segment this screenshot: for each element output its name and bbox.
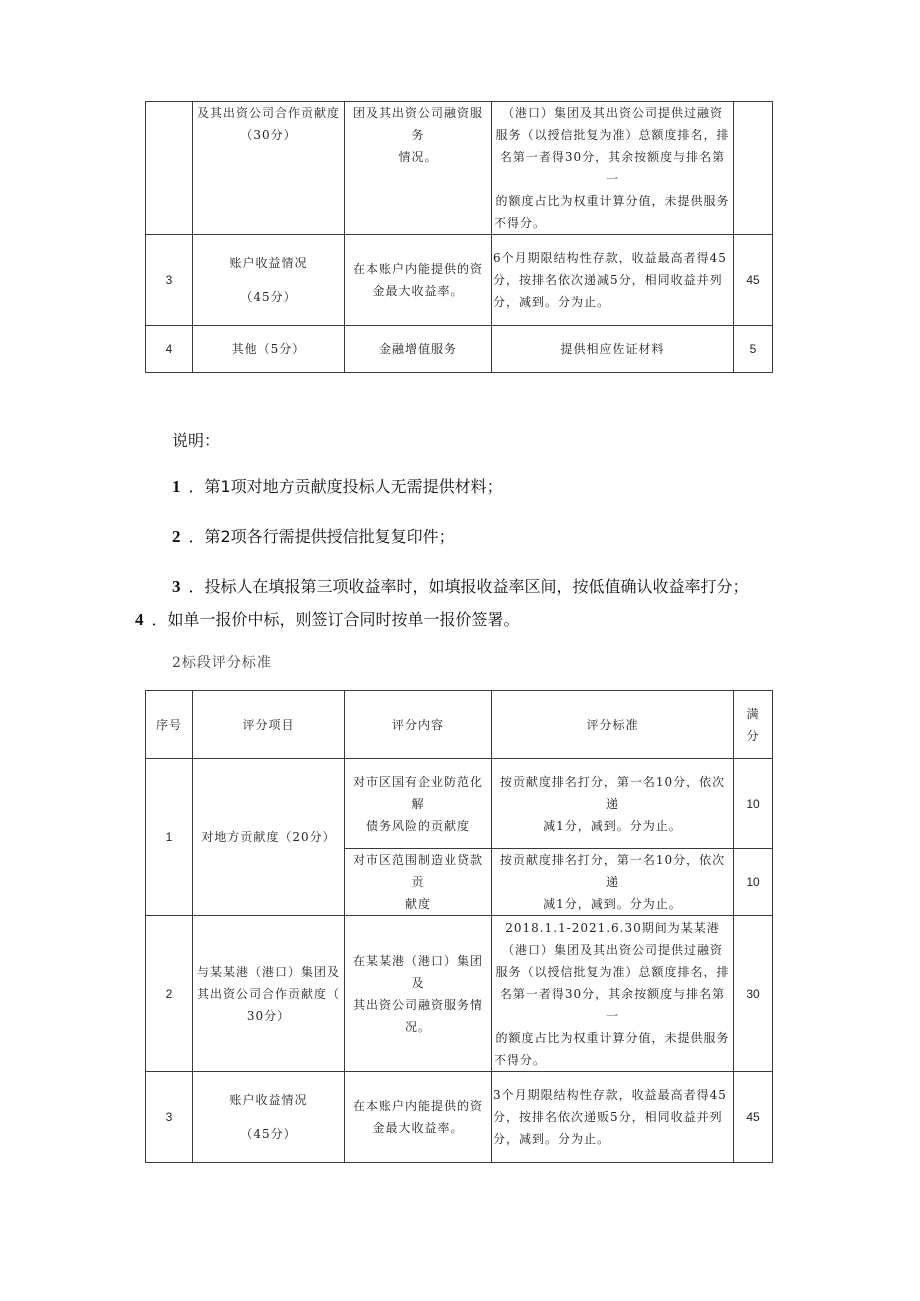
scoring-item: 与某某港（港口）集团及 其出资公司合作贡献度（ 30分） bbox=[193, 916, 345, 1072]
table-row bbox=[146, 916, 773, 1072]
row-number: 3 bbox=[146, 1072, 193, 1163]
scoring-content: 团及其出资公司融资服务 情况。 bbox=[345, 102, 492, 235]
row-number: 2 bbox=[146, 916, 193, 1072]
row-number: 4 bbox=[146, 326, 193, 373]
header-no: 序号 bbox=[146, 691, 193, 759]
note-item: 1 ．第1项对地方贡献度投标人无需提供材料； bbox=[172, 477, 503, 496]
scoring-standard: 按贡献度排名打分，第一名10分，依次递 减1分，减到。分为止。 bbox=[492, 849, 734, 916]
table-row bbox=[146, 326, 773, 373]
scoring-content: 金融增值服务 bbox=[345, 326, 492, 373]
header-standard: 评分标准 bbox=[492, 691, 734, 759]
scoring-content: 对市区范围制造业贷款贡 献度 bbox=[345, 849, 492, 916]
scoring-standard: 按贡献度排名打分，第一名10分，依次递 减1分，减到。分为止。 bbox=[492, 759, 734, 849]
scoring-standard: 2018.1.1-2021.6.30期间为某某港 （港口）集团及其出资公司提供过融资 服务（以授信批复为准）总额度排名，排 名第一者得30分，其余按额度与排名第一 的额度占比为权重计算分值，未提供服务 不得分。 bbox=[492, 916, 734, 1072]
scoring-content: 在本账户内能提供的资 金最大收益率。 bbox=[345, 235, 492, 326]
score: 10 bbox=[734, 759, 773, 849]
row-number bbox=[146, 102, 193, 235]
header-score: 满 分 bbox=[734, 691, 773, 759]
note-item: 2 ．第2项各行需提供授信批复复印件； bbox=[172, 527, 455, 546]
table-row bbox=[146, 1072, 773, 1163]
scoring-item: 其他（5分） bbox=[193, 326, 345, 373]
table-row bbox=[146, 102, 773, 235]
scoring-content: 在某某港（港口）集团及 其出资公司融资服务情 况。 bbox=[345, 916, 492, 1072]
table-row bbox=[146, 235, 773, 326]
note-item: 4 ．如单一报价中标，则签订合同时按单一报价签署。 bbox=[135, 610, 520, 629]
scoring-table-1 bbox=[145, 101, 773, 373]
row-number: 1 bbox=[146, 759, 193, 916]
scoring-standard: （港口）集团及其出资公司提供过融资 服务（以授信批复为准）总额度排名，排 名第一者得30分，其余按额度与排名第一 的额度占比为权重计算分值，未提供服务 不得分。 bbox=[492, 102, 734, 235]
score bbox=[734, 102, 773, 235]
header-content: 评分内容 bbox=[345, 691, 492, 759]
scoring-standard: 提供相应佐证材料 bbox=[492, 326, 734, 373]
scoring-content: 对市区国有企业防范化解 债务风险的贡献度 bbox=[345, 759, 492, 849]
scoring-standard: 6个月期限结构性存款，收益最高者得45 分，按排名依次递减5分，相同收益并列 分，减到。分为止。 bbox=[492, 235, 734, 326]
score: 5 bbox=[734, 326, 773, 373]
scoring-content: 在本账户内能提供的资 金最大收益率。 bbox=[345, 1072, 492, 1163]
scoring-standard: 3个月期限结构性存款，收益最高者得45 分，按排名依次递贩5分，相同收益并列 分，减到。分为止。 bbox=[492, 1072, 734, 1163]
score: 45 bbox=[734, 235, 773, 326]
note-item: 3 ．投标人在填报第三项收益率时，如填报收益率区间，按低值确认收益率打分； bbox=[172, 577, 749, 596]
table-header-row bbox=[146, 691, 773, 759]
row-number: 3 bbox=[146, 235, 193, 326]
table-row bbox=[146, 759, 773, 849]
scoring-item: 及其出资公司合作贡献度 （30分） bbox=[193, 102, 345, 235]
scoring-item: 对地方贡献度（20分） bbox=[193, 759, 345, 916]
scoring-item: 账户收益情况 （45分） bbox=[193, 235, 345, 326]
score: 30 bbox=[734, 916, 773, 1072]
score: 10 bbox=[734, 849, 773, 916]
scoring-table-2 bbox=[145, 690, 773, 1163]
header-item: 评分项目 bbox=[193, 691, 345, 759]
notes-title: 说明： bbox=[172, 431, 221, 450]
score: 45 bbox=[734, 1072, 773, 1163]
scoring-item: 账户收益情况 （45分） bbox=[193, 1072, 345, 1163]
section-caption: 2标段评分标准 bbox=[172, 655, 272, 671]
